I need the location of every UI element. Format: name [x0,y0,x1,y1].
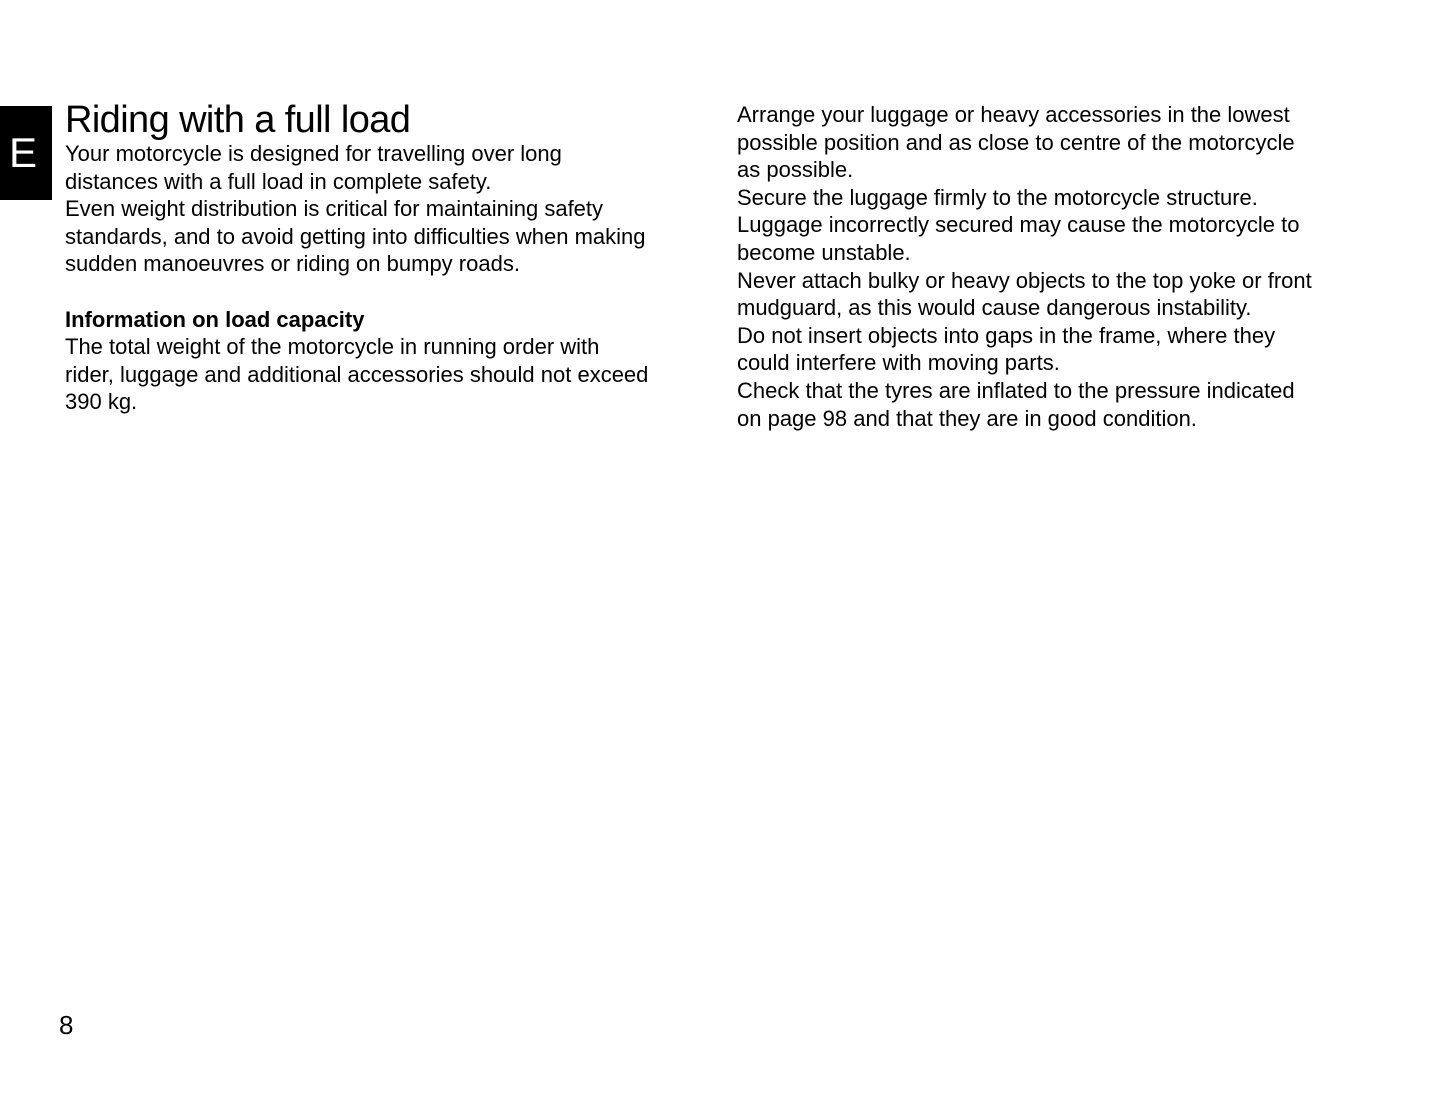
left-column [65,100,710,416]
page-number: 8 [59,1010,74,1040]
load-capacity-paragraph: The total weight of the motorcycle in running order with rider, luggage and additional accessories should not exceed 390 kg. [65,334,649,415]
intro-paragraph: Your motorcycle is designed for travelling over long distances with a full load in complete safety. Even weight distribution is critical for maintaining safety standards, and to avoid getting into difficulties when making sudden manoeuvres or riding on bumpy roads. [65,141,646,277]
section-title: Riding with a full load [65,99,411,141]
right-column [737,101,1397,432]
luggage-instructions-paragraph: Arrange your luggage or heavy accessories in the lowest possible position and as close to centre of the motorcycle as possible. Secure the luggage firmly to the motorcycle structure. Luggage incorrectly secured may cause the motorcycle to become unstable. Never attach bulky or heavy objects to the top yoke or front mudguard, as this would cause dangerous instability. Do not insert objects into gaps in the frame, where they could interfere with moving parts. Check that the tyres are inflated to the pressure indicated on page 98 and that they are in good condition. [737,102,1312,431]
language-tab: E [0,106,52,200]
paragraph-spacer [65,278,710,306]
load-capacity-heading: Information on load capacity [65,306,365,332]
